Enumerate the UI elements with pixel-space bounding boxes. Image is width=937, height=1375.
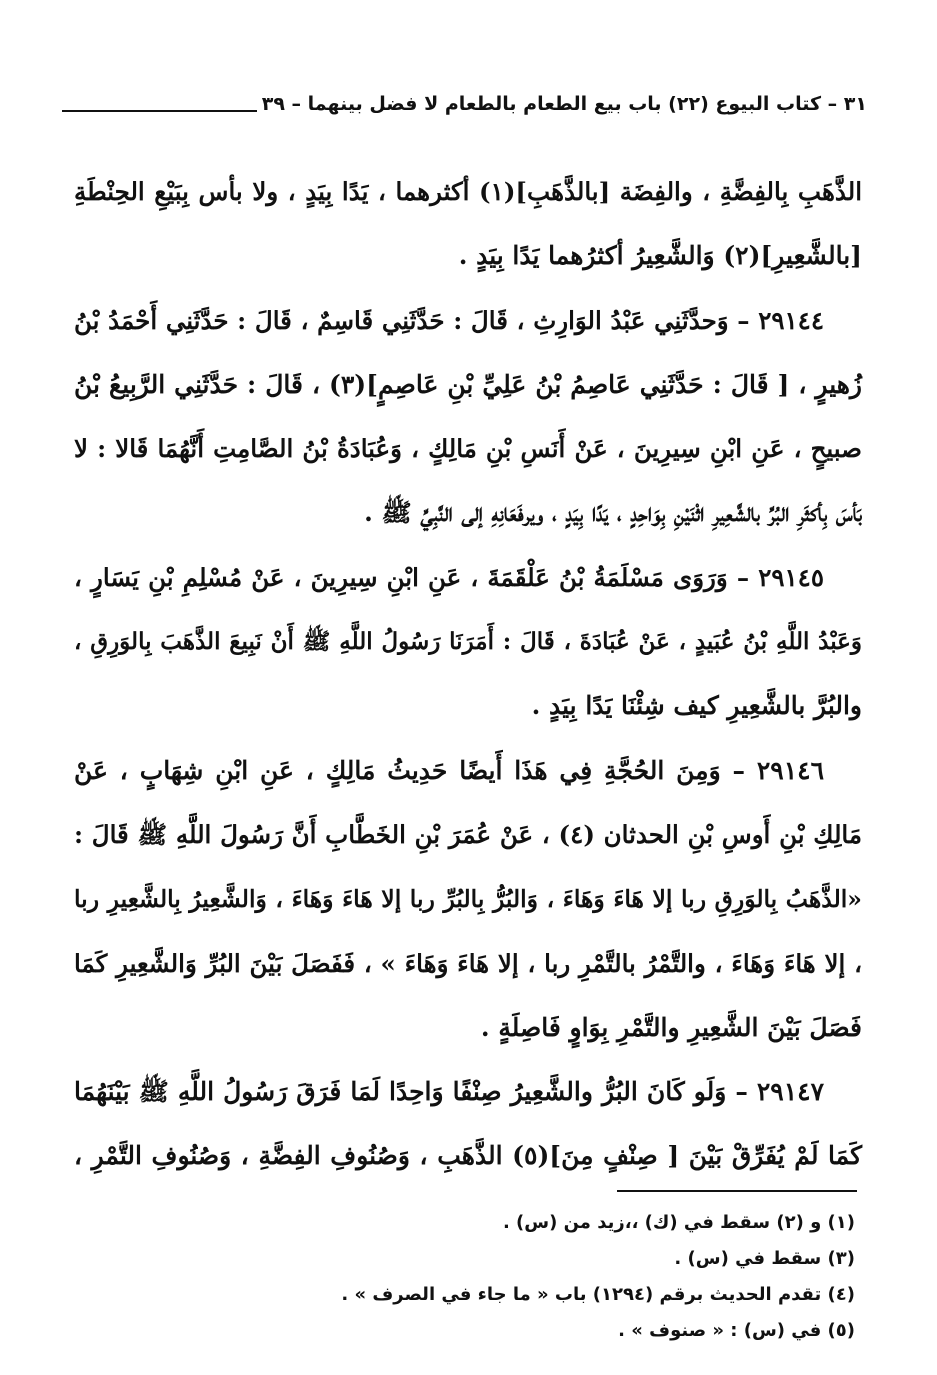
paragraph-29144-line: ٢٩١٤٤ – وَحدَّثَنِي عَبْدُ الوَارِثِ ، قَالَ : حَدَّثَنِي قَاسِمٌ ، قَالَ : حَدَّثَنِي أَحْمَدُ بْنُ xyxy=(74,305,824,335)
header-rule xyxy=(62,110,257,112)
footnotes xyxy=(75,1205,855,1349)
text-line: زُهيرٍ ، [ قَالَ : حَدَّثَنِي عَاصِمُ بْنُ عَلِيِّ بْنِ عَاصِمٍ](٣) ، قَالَ : حَدَّثَنِي الرَّبِيعُ بْنُ xyxy=(74,369,862,399)
footnote-3: (٣) سقط في (س) . xyxy=(674,1248,855,1269)
text-line: ، إلا هَاءَ وَهَاءَ ، والتَّمْرُ بالتَّمْرِ ربا ، إلا هَاءَ وَهَاءَ » ، فَفَصَلَ بَيْنَ البُرِّ وَالشَّعِيرِ كَمَا xyxy=(74,948,862,978)
text-line: بَأسَ بِأكثَرِ البُرِّ بالشَّعِيرِ اثْنَيْنِ بِوَاحِدٍ ، يَدًا بِيَدٍ ، ويرفَعَانِهِ إلى النَّبِيِّ ﷺ . xyxy=(364,498,862,528)
paragraph-29146-line: ٢٩١٤٦ – وَمِنَ الحُجَّةِ فِي هَذَا أَيضًا حَدِيثُ مَالِكٍ ، عَنِ ابْنِ شِهَابٍ ، عَنْ xyxy=(74,755,824,785)
text-line: صبيحٍ ، عَنِ ابْنِ سِيرِينَ ، عَنْ أَنَسِ بْنِ مَالِكٍ ، وَعُبَادَةُ بْنُ الصَّامِتِ أَنَّهُمَا قَالا : لا xyxy=(74,434,862,464)
footnote-rule xyxy=(617,1190,857,1192)
text-line: مَالِكِ بْنِ أَوسِ بْنِ الحدثان (٤) ، عَنْ عُمَرَ بْنِ الخَطَّابِ أَنَّ رَسُولَ اللَّهِ ﷺ قَالَ : xyxy=(74,819,863,849)
text-line: كَمَا لَمْ يُفَرِّقْ بَيْنَ [ صِنْفٍ مِنَ](٥) الذَّهَبِ ، وَصُنُوفِ الفِضَّةِ ، وَصُنُوفِ التَّمْرِ ، xyxy=(74,1141,862,1171)
footnote-1-2: (١) و (٢) سقط في (ك) ،،زيد من (س) . xyxy=(502,1212,855,1233)
text-line: والبُرَّ بالشَّعِيرِ كيف شِئْنَا يَدًا بِيَدٍ . xyxy=(531,691,862,721)
text-line: وَعَبْدُ اللَّهِ بْنُ عُبَيدٍ ، عَنْ عُبَادَةَ ، قَالَ : أَمَرَنَا رَسُولُ اللَّهِ ﷺ أَنْ نَبِيعَ الذَّهَبَ بِالوَرِقِ ، xyxy=(74,628,862,656)
paragraph-29145-line: ٢٩١٤٥ – وَرَوَى مَسْلَمَةُ بْنُ عَلْقَمَةَ ، عَنِ ابْنِ سِيرِينَ ، عَنْ مُسْلِمِ بْنِ يَسَارٍ ، xyxy=(74,562,824,592)
text-line: الذَّهَبِ بِالفِضَّةِ ، والفِضَة [بالذَّهَبِ](١) أكثرهما ، يَدًا بِيَدٍ ، ولا بأس بِبَيْعِ الحِنْطَةِ xyxy=(74,177,863,206)
header-title: ٣١ – كتاب البيوع (٢٢) باب بيع الطعام بالطعام لا فضل بينهما – ٣٩ xyxy=(261,93,867,115)
text-line: فَصَلَ بَيْنَ الشَّعِيرِ والتَّمْرِ بِوَاوٍ فَاصِلَةٍ . xyxy=(480,1012,862,1042)
footnote-5: (٥) في (س) : « صنوف » . xyxy=(618,1320,855,1341)
text-line: [بالشَّعِيرِ](٢) وَالشَّعِيرُ أكثرُهما يَدًا بِيَدٍ . xyxy=(458,241,862,271)
paragraph-29147-line: ٢٩١٤٧ – وَلَو كَانَ البُرُّ والشَّعِيرُ صِنْفًا وَاحِدًا لَمَا فَرَقَ رَسُولُ اللَّهِ ﷺ بَيْنَهُمَا xyxy=(74,1077,824,1107)
footnote-4: (٤) تقدم الحديث برقم (١٢٩٤) باب « ما جاء في الصرف » . xyxy=(341,1284,855,1305)
running-header xyxy=(62,86,867,122)
text-line: «الذَّهَبُ بِالوَرِقِ ربا إلا هَاءَ وَهَاءَ ، وَالبُرُّ بِالبُرِّ ربا إلا هَاءَ وَهَاءَ ، وَالشَّعِيرُ بِالشَّعِيرِ ربا xyxy=(74,885,862,914)
main-text xyxy=(74,160,862,1189)
